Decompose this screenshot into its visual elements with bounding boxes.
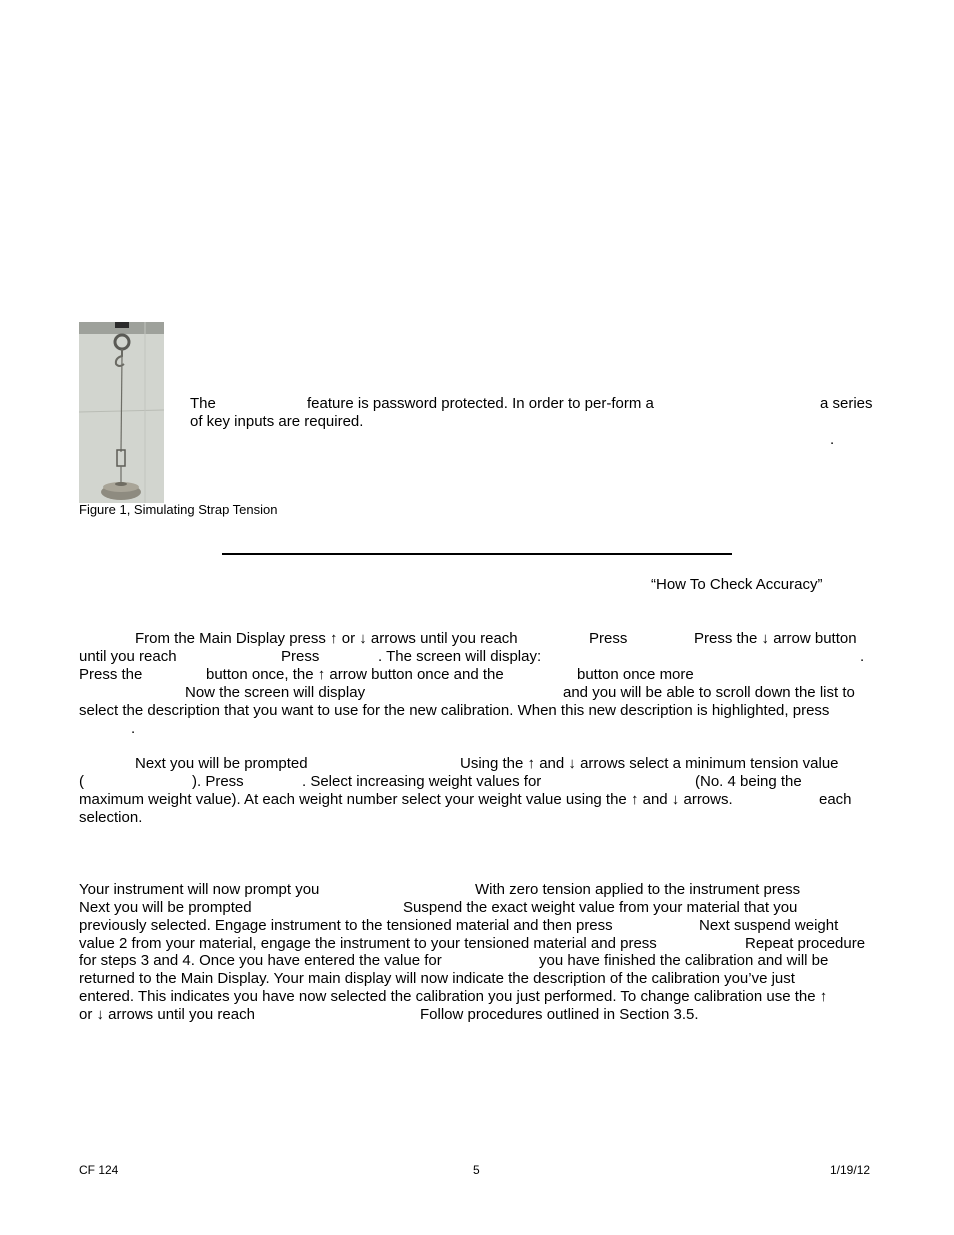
para1-line2-b: Press: [281, 648, 320, 665]
footer-date: 1/19/12: [830, 1163, 871, 1177]
para2-line1-b: Using the ↑ and ↓ arrows select a minimum tension value: [460, 755, 839, 772]
intro-line1-part2: feature is password protected. In order to per-form a: [307, 395, 654, 412]
para2-line2-b: ). Press: [192, 773, 244, 790]
para1-line2-d: .: [860, 648, 865, 665]
hanging-weight-image: [79, 322, 164, 503]
para2-line4: selection.: [79, 809, 143, 826]
footer-doc-id: CF 124: [79, 1163, 119, 1177]
para1-line4-a: Now the screen will display: [185, 684, 366, 701]
para3-line2-b: Suspend the exact weight value from your material that you: [403, 899, 798, 916]
para3-line3-a: previously selected. Engage instrument to the tensioned material and then press: [79, 917, 613, 934]
para1-line4-b: and you will be able to scroll down the list to: [563, 684, 855, 701]
para3-line8-a: or ↓ arrows until you reach: [79, 1006, 255, 1023]
para1-line6: .: [131, 720, 136, 737]
para3-line1-a: Your instrument will now prompt you: [79, 881, 320, 898]
para1-line3-a: Press the: [79, 666, 143, 683]
intro-line2: of key inputs are required.: [190, 413, 364, 430]
para1-line1-a: From the Main Display press ↑ or ↓ arrows until you reach: [135, 630, 518, 647]
para3-line6: returned to the Main Display. Your main display will now indicate the description of the calibration you’ve just: [79, 970, 795, 987]
para2-line3-b: each: [819, 791, 852, 808]
para3-line5-a: for steps 3 and 4. Once you have entered the value for: [79, 952, 442, 969]
para3-line5-b: you have finished the calibration and will be: [539, 952, 829, 969]
figure-caption: Figure 1, Simulating Strap Tension: [79, 502, 278, 517]
para1-line3-b: button once, the ↑ arrow button once and the: [206, 666, 504, 683]
para1-line3-c: button once more: [577, 666, 694, 683]
para3-line3-b: Next suspend weight: [699, 917, 839, 934]
footer-page-number: 5: [473, 1163, 480, 1177]
para1-line1-c: Press the ↓ arrow button: [694, 630, 857, 647]
para2-line1-a: Next you will be prompted: [135, 755, 308, 772]
para2-line3-a: maximum weight value). At each weight number select your weight value using the ↑ and ↓ arrows.: [79, 791, 733, 808]
para3-line8-b: Follow procedures outlined in Section 3.5.: [420, 1006, 699, 1023]
para3-line1-b: With zero tension applied to the instrument press: [475, 881, 801, 898]
intro-line3: .: [830, 431, 835, 448]
para3-line4-a: value 2 from your material, engage the instrument to your tensioned material and press: [79, 935, 657, 952]
intro-line1-part3: a series: [820, 395, 873, 412]
para1-line1-b: Press: [589, 630, 628, 647]
para1-line5: select the description that you want to use for the new calibration. When this new description is highlighted, press: [79, 702, 830, 719]
para2-line2-c: . Select increasing weight values for: [302, 773, 542, 790]
figure-photo-strap-tension: [79, 322, 164, 503]
accuracy-reference: “How To Check Accuracy”: [651, 576, 823, 593]
section-divider: [222, 553, 732, 555]
intro-line1-part1: The: [190, 395, 216, 412]
para3-line7: entered. This indicates you have now selected the calibration you just performed. To change calibration use the ↑: [79, 988, 828, 1005]
para1-line2-a: until you reach: [79, 648, 177, 665]
para3-line4-b: Repeat procedure: [745, 935, 866, 952]
para2-line2-a: (: [79, 773, 84, 790]
para2-line2-d: (No. 4 being the: [695, 773, 802, 790]
para1-line2-c: . The screen will display:: [378, 648, 542, 665]
para3-line2-a: Next you will be prompted: [79, 899, 252, 916]
